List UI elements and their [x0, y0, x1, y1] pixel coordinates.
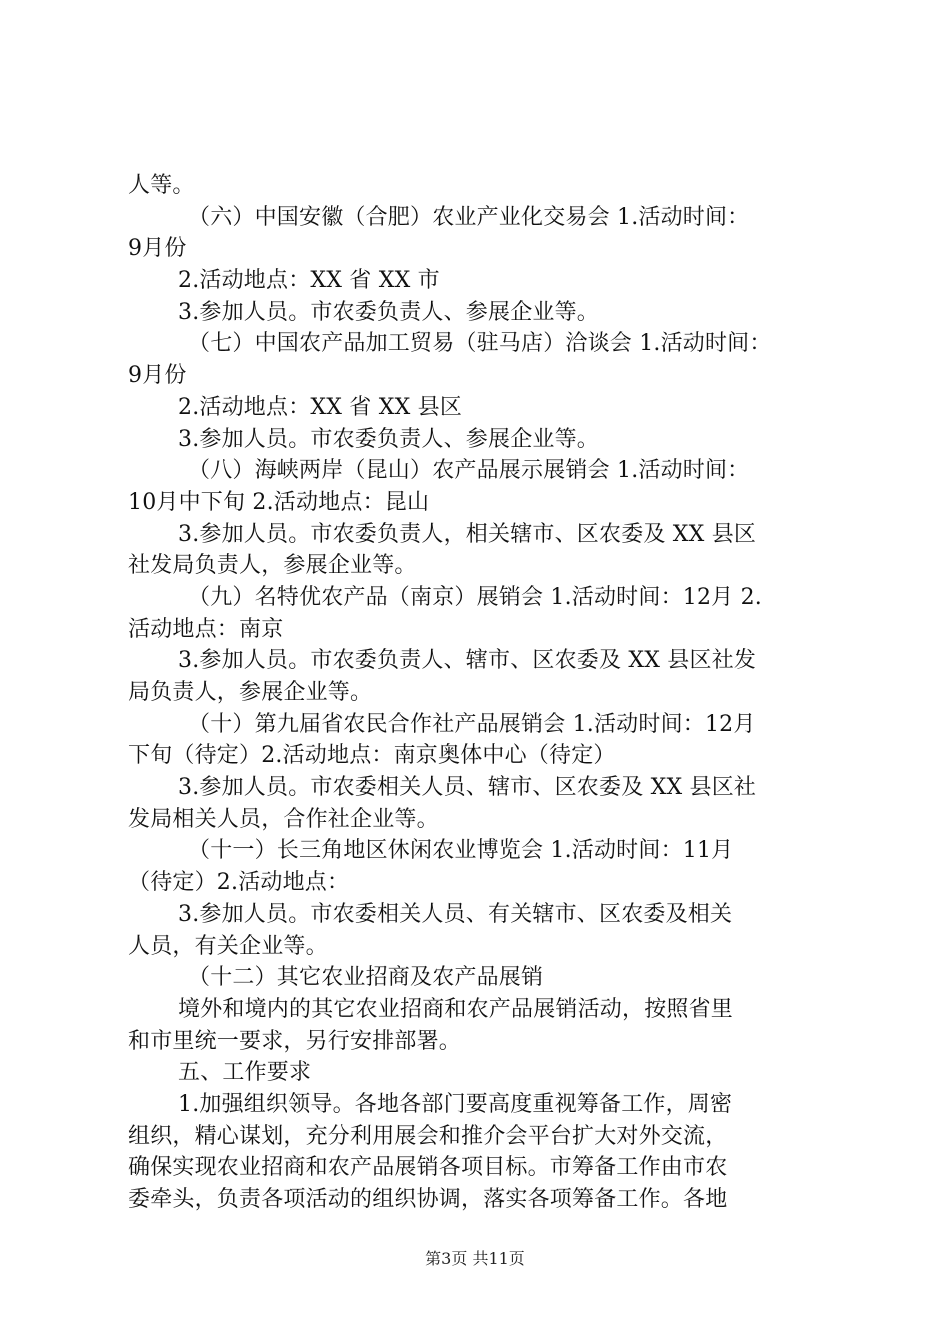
text-line: （九）名特优农产品（南京）展销会 1.活动时间：12月 2. — [188, 584, 762, 610]
text-line: 3.参加人员。市农委负责人，相关辖市、区农委及 XX 县区 — [178, 521, 757, 547]
text-line: 3.参加人员。市农委负责人、辖市、区农委及 XX 县区社发 — [178, 648, 757, 674]
text-line: 9月份 — [128, 236, 187, 262]
text-line: 3.参加人员。市农委相关人员、有关辖市、区农委及相关 — [178, 901, 733, 927]
text-line: （十二）其它农业招商及农产品展销 — [188, 965, 544, 991]
text-line: 境外和境内的其它农业招商和农产品展销活动，按照省里 — [178, 996, 734, 1022]
body-text — [128, 170, 834, 1216]
text-line: （七）中国农产品加工贸易（驻马店）洽谈会 1.活动时间： — [188, 331, 772, 357]
text-line: 和市里统一要求，另行安排部署。 — [128, 1028, 462, 1054]
text-line: 确保实现农业招商和农产品展销各项目标。市筹备工作由市农 — [128, 1155, 728, 1181]
text-line: 人员，有关企业等。 — [128, 933, 328, 959]
page-number-footer: 第3页 共11页 — [425, 1249, 525, 1268]
text-line: 社发局负责人，参展企业等。 — [128, 553, 417, 579]
text-line: （十）第九届省农民合作社产品展销会 1.活动时间：12月 — [188, 711, 756, 737]
text-line: 发局相关人员，合作社企业等。 — [128, 806, 439, 832]
text-line: 局负责人，参展企业等。 — [128, 680, 373, 705]
text-line: 2.活动地点：XX 省 XX 县区 — [178, 394, 463, 420]
text-line: 10月中下旬 2.活动地点：昆山 — [128, 489, 430, 515]
text-line: 2.活动地点：XX 省 XX 市 — [178, 268, 440, 294]
text-line: 下旬（待定）2.活动地点：南京奥体中心（待定） — [128, 743, 616, 769]
text-line: 1.加强组织领导。各地各部门要高度重视筹备工作，周密 — [178, 1091, 733, 1117]
text-line: （六）中国安徽（合肥）农业产业化交易会 1.活动时间： — [188, 204, 750, 230]
text-line: 9月份 — [128, 363, 187, 389]
text-line: （八）海峡两岸（昆山）农产品展示展销会 1.活动时间： — [188, 458, 750, 484]
text-line: 五、工作要求 — [178, 1060, 312, 1086]
text-line: （待定）2.活动地点： — [128, 870, 350, 896]
text-line: （十一）长三角地区休闲农业博览会 1.活动时间：11月 — [188, 838, 734, 864]
text-line: 组织，精心谋划，充分利用展会和推介会平台扩大对外交流， — [128, 1123, 728, 1149]
text-line: 3.参加人员。市农委相关人员、辖市、区农委及 XX 县区社 — [178, 775, 757, 801]
text-line: 委牵头，负责各项活动的组织协调，落实各项筹备工作。各地 — [128, 1187, 728, 1212]
text-line: 3.参加人员。市农委负责人、参展企业等。 — [178, 426, 599, 452]
text-line: 3.参加人员。市农委负责人、参展企业等。 — [178, 299, 599, 325]
text-line: 人等。 — [128, 173, 195, 198]
text-line: 活动地点：南京 — [128, 616, 284, 642]
